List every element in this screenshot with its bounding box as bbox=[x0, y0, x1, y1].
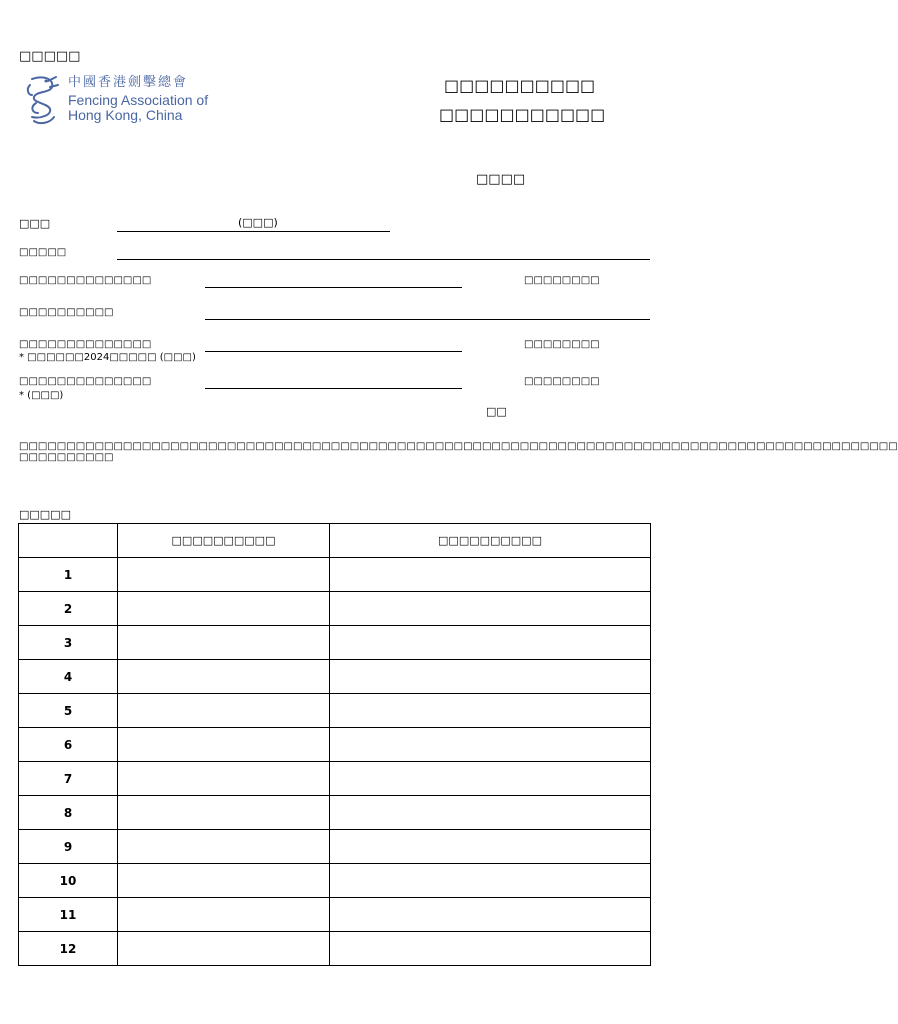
row-cell[interactable] bbox=[118, 558, 330, 592]
row-cell[interactable] bbox=[118, 660, 330, 694]
field5-input-line[interactable] bbox=[205, 351, 462, 352]
table-row bbox=[19, 660, 651, 694]
table-row bbox=[19, 762, 651, 796]
row-number: 5 bbox=[19, 694, 118, 728]
table-row bbox=[19, 932, 651, 966]
row-cell[interactable] bbox=[330, 898, 651, 932]
dragon-icon bbox=[22, 73, 64, 127]
logo-chinese-name: 中國香港劍擊總會 bbox=[68, 75, 189, 90]
name-input-line[interactable] bbox=[117, 231, 390, 232]
declaration-paragraph-line1: □□□□□□□□□□□□□□□□□□□□□□□□□□□□□□□□□□□□□□□□□□□□□□□□□□□□□□□□□□□□□□□□□□□□□□□□□□□□□□□□□□□□□□□□□□□□□ bbox=[19, 441, 898, 452]
row-cell[interactable] bbox=[330, 762, 651, 796]
row-cell[interactable] bbox=[118, 762, 330, 796]
table-row bbox=[19, 898, 651, 932]
row-number: 3 bbox=[19, 626, 118, 660]
row-number: 6 bbox=[19, 728, 118, 762]
header-blank-cell bbox=[19, 524, 118, 558]
field6-input-line[interactable] bbox=[205, 388, 462, 389]
field4-input-line[interactable] bbox=[205, 319, 650, 320]
row-number: 8 bbox=[19, 796, 118, 830]
association-logo bbox=[22, 73, 252, 127]
row-cell[interactable] bbox=[118, 830, 330, 864]
table-row bbox=[19, 728, 651, 762]
field5-label: □□□□□□□□□□□□□□ bbox=[19, 339, 152, 350]
table-header-row bbox=[19, 524, 651, 558]
row-cell[interactable] bbox=[330, 660, 651, 694]
row-number: 10 bbox=[19, 864, 118, 898]
form-title-line1: □□□□□□□□□□ bbox=[444, 76, 596, 95]
table-row bbox=[19, 558, 651, 592]
declaration-paragraph-line2: □□□□□□□□□□ bbox=[19, 452, 114, 463]
field3-label: □□□□□□□□□□□□□□ bbox=[19, 275, 152, 286]
field5-note: * □□□□□□2024□□□□□ (□□□) bbox=[19, 352, 196, 363]
row-cell[interactable] bbox=[118, 898, 330, 932]
row-cell[interactable] bbox=[118, 864, 330, 898]
field6-label: □□□□□□□□□□□□□□ bbox=[19, 376, 152, 387]
row-cell[interactable] bbox=[330, 626, 651, 660]
row-cell[interactable] bbox=[118, 694, 330, 728]
row-cell[interactable] bbox=[330, 796, 651, 830]
row-cell[interactable] bbox=[118, 592, 330, 626]
table-row bbox=[19, 864, 651, 898]
row-cell[interactable] bbox=[330, 592, 651, 626]
row-cell[interactable] bbox=[118, 626, 330, 660]
row-number: 9 bbox=[19, 830, 118, 864]
row-number: 12 bbox=[19, 932, 118, 966]
row-number: 7 bbox=[19, 762, 118, 796]
logo-english-line1: Fencing Association of bbox=[68, 92, 209, 108]
corner-label: □□□□□ bbox=[19, 49, 81, 64]
row-cell[interactable] bbox=[330, 864, 651, 898]
column3-header: □□□□□□□□□□ bbox=[330, 524, 651, 558]
field4-label: □□□□□□□□□□ bbox=[19, 307, 114, 318]
field3-input-line[interactable] bbox=[205, 287, 462, 288]
column2-header: □□□□□□□□□□ bbox=[118, 524, 330, 558]
table-row bbox=[19, 796, 651, 830]
table-row bbox=[19, 830, 651, 864]
row-cell[interactable] bbox=[330, 932, 651, 966]
logo-english-line2: Hong Kong, China bbox=[68, 107, 183, 123]
field5-right-label: □□□□□□□□ bbox=[524, 339, 600, 350]
row-cell[interactable] bbox=[330, 694, 651, 728]
name-note: (□□□) bbox=[238, 216, 278, 229]
table-row bbox=[19, 694, 651, 728]
row-number: 2 bbox=[19, 592, 118, 626]
form-title-line2: □□□□□□□□□□□ bbox=[439, 105, 606, 124]
row-cell[interactable] bbox=[330, 558, 651, 592]
name-label: □□□ bbox=[19, 217, 51, 230]
row-cell[interactable] bbox=[330, 728, 651, 762]
row-cell[interactable] bbox=[118, 796, 330, 830]
small-right-label: □□ bbox=[486, 405, 507, 418]
field6-right-label: □□□□□□□□ bbox=[524, 376, 600, 387]
row-number: 1 bbox=[19, 558, 118, 592]
row-number: 11 bbox=[19, 898, 118, 932]
form-subtitle: □□□□ bbox=[476, 172, 526, 187]
field2-label: □□□□□ bbox=[19, 247, 67, 258]
table-row bbox=[19, 626, 651, 660]
row-cell[interactable] bbox=[118, 932, 330, 966]
field6-note: * (□□□) bbox=[19, 390, 64, 401]
field3-right-label: □□□□□□□□ bbox=[524, 275, 600, 286]
table-caption: □□□□□ bbox=[19, 508, 71, 521]
table-row bbox=[19, 592, 651, 626]
row-cell[interactable] bbox=[330, 830, 651, 864]
row-number: 4 bbox=[19, 660, 118, 694]
entry-table bbox=[18, 523, 651, 966]
row-cell[interactable] bbox=[118, 728, 330, 762]
field2-input-line[interactable] bbox=[117, 259, 650, 260]
